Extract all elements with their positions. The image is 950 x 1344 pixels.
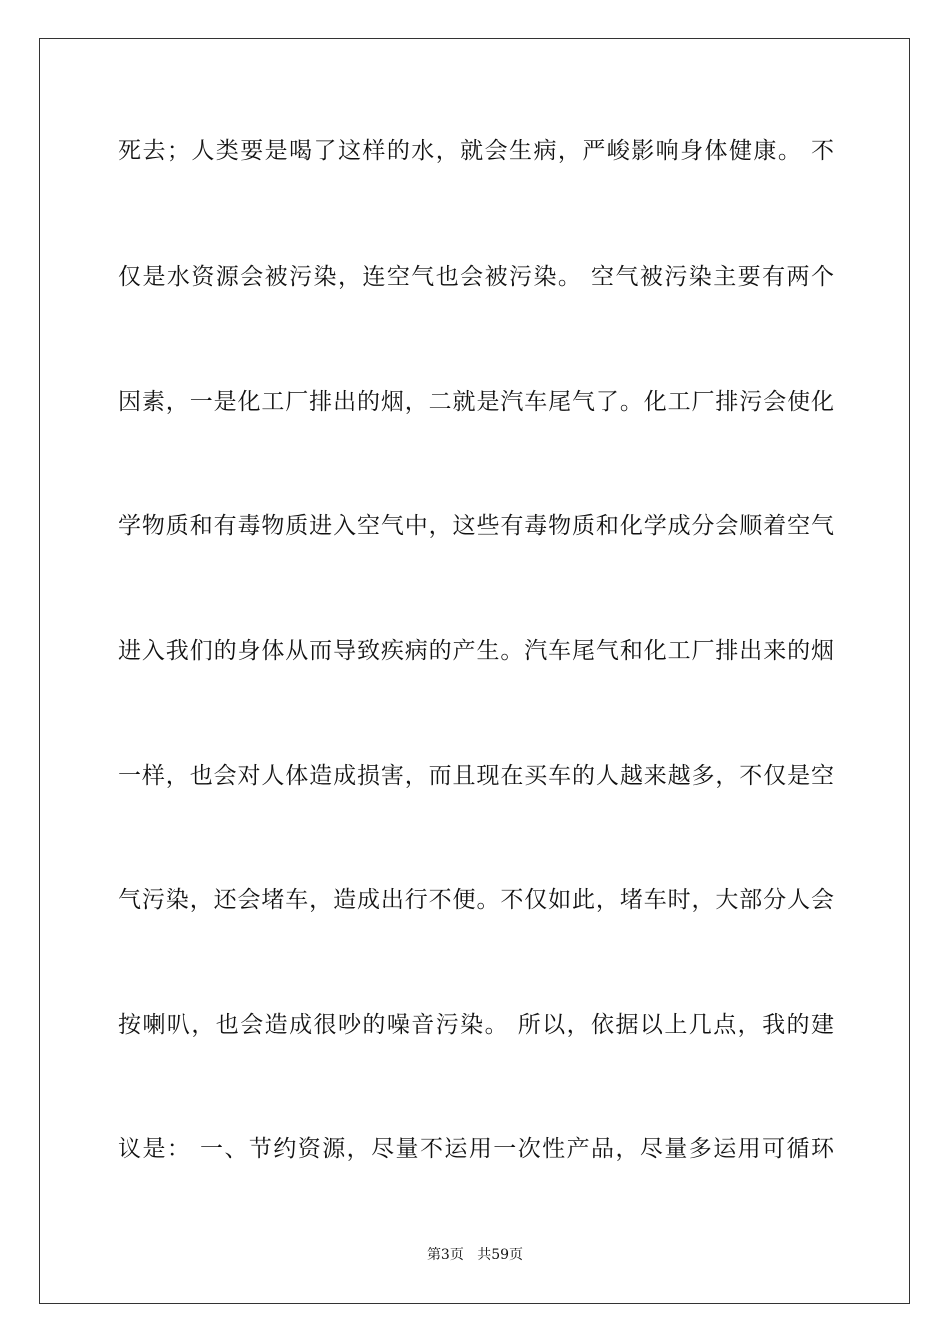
page-border xyxy=(39,38,910,1304)
text-line: 因素，一是化工厂排出的烟，二就是汽车尾气了。化工厂排污会使化 xyxy=(118,389,834,415)
text-line: 仅是水资源会被污染，连空气也会被污染。 空气被污染主要有两个 xyxy=(118,264,834,290)
text-line: 一样，也会对人体造成损害，而且现在买车的人越来越多，不仅是空 xyxy=(118,763,834,789)
text-line: 死去；人类要是喝了这样的水，就会生病，严峻影响身体健康。 不 xyxy=(118,138,834,164)
page-number: 第3页 xyxy=(426,1247,464,1263)
page-total: 共59页 xyxy=(477,1247,524,1263)
text-line: 议是： 一、节约资源，尽量不运用一次性产品，尽量多运用可循环 xyxy=(118,1136,834,1162)
text-line: 进入我们的身体从而导致疾病的产生。汽车尾气和化工厂排出来的烟 xyxy=(118,638,834,664)
text-line: 按喇叭，也会造成很吵的噪音污染。 所以，依据以上几点，我的建 xyxy=(118,1012,834,1038)
text-line: 气污染，还会堵车，造成出行不便。不仅如此，堵车时，大部分人会 xyxy=(118,887,834,913)
page-footer xyxy=(0,1246,950,1264)
text-line: 学物质和有毒物质进入空气中，这些有毒物质和化学成分会顺着空气 xyxy=(118,513,834,539)
